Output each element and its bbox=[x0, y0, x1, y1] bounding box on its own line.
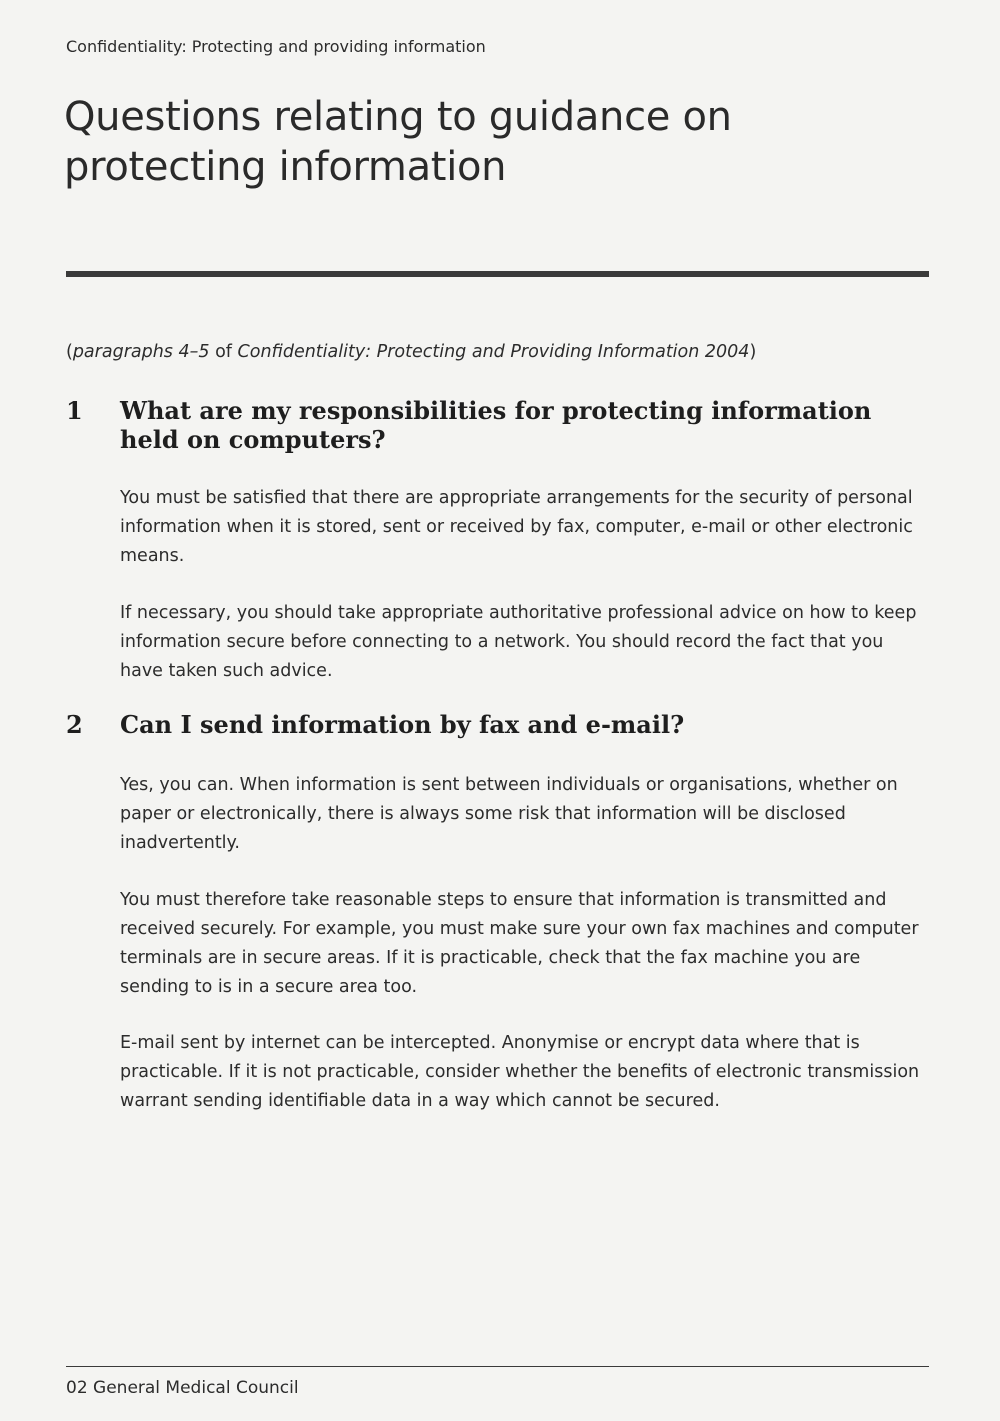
question-number: 2 bbox=[66, 710, 83, 739]
question-2-paragraph-2: You must therefore take reasonable steps to ensure that information is transmitted and received securely. For example, you must make sure your own fax machines and computer terminals are in secure areas. If it is practicable, check that the fax machine you are sending to is in a secure area too. bbox=[120, 890, 919, 997]
reference-close: ) bbox=[749, 342, 757, 362]
question-2-paragraph-3: E-mail sent by internet can be intercepted. Anonymise or encrypt data where that is practicable. If it is not practicable, consider whether the benefits of electronic transmission warrant sending identifiable data in a way which cannot be secured. bbox=[120, 1033, 920, 1111]
reference-of: of bbox=[209, 342, 238, 362]
running-header: Confidentiality: Protecting and providing information bbox=[66, 37, 486, 56]
title-divider bbox=[66, 271, 929, 277]
reference-open: ( bbox=[66, 342, 73, 362]
question-2-paragraph-1: Yes, you can. When information is sent between individuals or organisations, whether on paper or electronically, there is always some risk that information will be disclosed inadvertently. bbox=[120, 775, 898, 853]
reference-source: Confidentiality: Protecting and Providing Information 2004 bbox=[237, 342, 750, 362]
question-1-paragraph-1: You must be satisfied that there are appropriate arrangements for the security of personal information when it is stored, sent or received by fax, computer, e-mail or other electronic means. bbox=[120, 488, 913, 566]
question-title: What are my responsibilities for protecting information held on computers? bbox=[120, 396, 872, 454]
question-title: Can I send information by fax and e-mail? bbox=[120, 710, 685, 739]
question-number: 1 bbox=[66, 396, 83, 425]
page-title: Questions relating to guidance on protecting information bbox=[64, 94, 732, 190]
reference-paragraphs: paragraphs 4–5 bbox=[72, 342, 210, 362]
footer-page-label: 02 General Medical Council bbox=[66, 1378, 299, 1398]
reference-note bbox=[66, 342, 756, 362]
question-1-paragraph-2: If necessary, you should take appropriate authoritative professional advice on how to keep information secure before connecting to a network. You should record the fact that you have taken such advice. bbox=[120, 603, 917, 681]
footer-divider bbox=[66, 1366, 929, 1367]
